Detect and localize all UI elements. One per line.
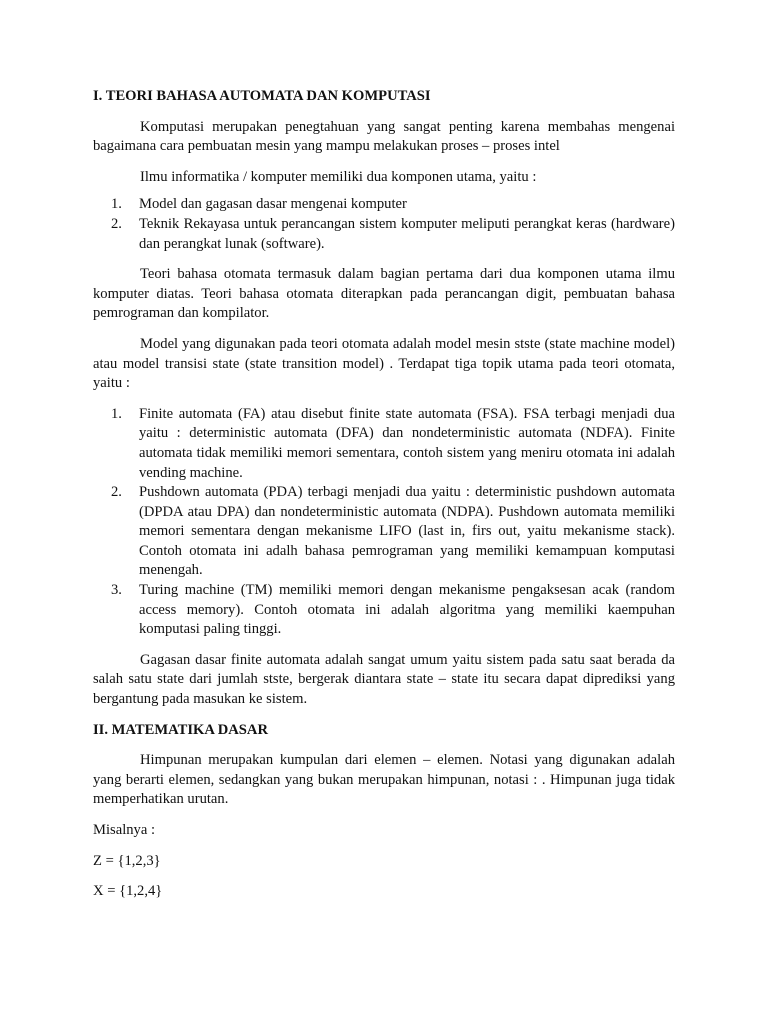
section-1-paragraph-4: Model yang digunakan pada teori otomata adalah model mesin stste (state machine model) atau model transisi state (state transition model) . Terdapat tiga topik utama pada teori otomata, yaitu : (93, 335, 675, 392)
section-2-paragraph-1: Himpunan merupakan kumpulan dari elemen – elemen. Notasi yang digunakan adalah yang berarti elemen, sedangkan yang bukan merupakan himpunan, notasi : . Himpunan juga tidak memperhatikan urutan. (93, 752, 675, 808)
list-number: 1. (111, 196, 122, 213)
set-x-definition: X = {1,2,4} (93, 883, 163, 900)
list-item (93, 195, 675, 215)
document-page (93, 87, 675, 902)
list-item-text: Teknik Rekayasa untuk perancangan sistem komputer meliputi perangkat keras (hardware) dan perangkat lunak (software). (139, 215, 675, 252)
automata-topics-list (93, 405, 675, 640)
section-1-paragraph-1: Komputasi merupakan penegtahuan yang sangat penting karena membahas mengenai bagaimana cara pembuatan mesin yang mampu melakukan proses – proses intel (93, 118, 675, 155)
list-number: 2. (111, 215, 122, 232)
list-item-text: Pushdown automata (PDA) terbagi menjadi dua yaitu : deterministic pushdown automata (DPDA atau DPA) dan nondeterministic automata (NDPA). Pushdown automata memiliki memori sementara dengan mekanisme LIFO (last in, firs out, yaitu mekanisme stack). Contoh otomata ini adalh bahasa pemrograman yang memiliki kemampuan komputasi menengah. (139, 484, 675, 579)
list-number: 1. (111, 405, 122, 422)
set-z-definition: Z = {1,2,3} (93, 852, 161, 869)
list-item-text: Turing machine (TM) memiliki memori dengan mekanisme pengaksesan acak (random access memory). Contoh otomata ini adalah algoritma yang memiliki kaempuhan komputasi paling tinggi. (139, 582, 675, 638)
list-item-text: Model dan gagasan dasar mengenai komputer (139, 196, 407, 213)
section-2-title: II. MATEMATIKA DASAR (93, 721, 269, 738)
list-item-text: Finite automata (FA) atau disebut finite state automata (FSA). FSA terbagi menjadi dua yaitu : deterministic automata (DFA) dan nondeterministic automata (NDFA). Finite automata tidak memiliki memori sementara, contoh sistem yang meniru otomata ini adalah vending machine. (139, 405, 675, 481)
section-1-paragraph-5: Gagasan dasar finite automata adalah sangat umum yaitu sistem pada satu saat berada da salah satu state dari jumlah stste, bergerak diantara state – state itu secara dapat diprediksi yang bergantung pada masukan ke sistem. (93, 651, 675, 708)
section-1-paragraph-2: Ilmu informatika / komputer memiliki dua komponen utama, yaitu : (140, 168, 537, 185)
components-list (93, 195, 675, 254)
section-1-title: I. TEORI BAHASA AUTOMATA DAN KOMPUTASI (93, 88, 431, 104)
list-number: 2. (111, 484, 122, 501)
list-number: 3. (111, 582, 122, 599)
list-item (93, 581, 675, 640)
section-1-paragraph-3: Teori bahasa otomata termasuk dalam bagian pertama dari dua komponen utama ilmu komputer diatas. Teori bahasa otomata diterapkan pada perancangan digit, pembuatan bahasa pemrograman dan kompilator. (93, 266, 675, 322)
list-item (93, 483, 675, 581)
list-item (93, 405, 675, 483)
list-item (93, 215, 675, 254)
section-2-paragraph-2: Misalnya : (93, 822, 156, 838)
